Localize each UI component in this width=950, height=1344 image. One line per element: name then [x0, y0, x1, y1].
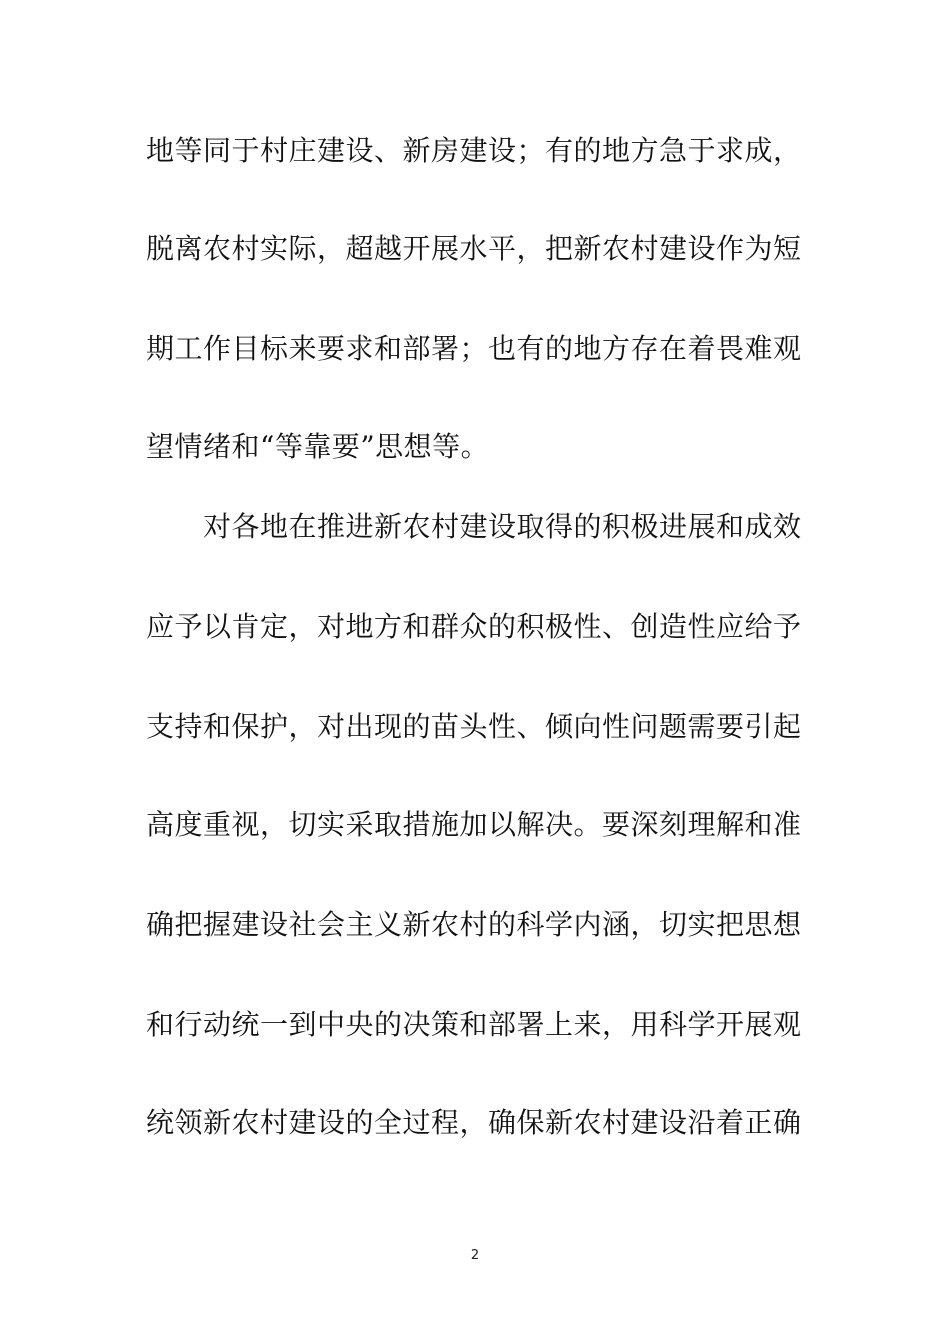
text-line-4: 望情绪和“等靠要”思想等。: [146, 430, 490, 463]
text-line-9: 确把握建设社会主义新农村的科学内涵，切实把思想: [146, 908, 802, 941]
text-line-6: 应予以肯定，对地方和群众的积极性、创造性应给予: [146, 610, 802, 643]
text-line-7: 支持和保护，对出现的苗头性、倾向性问题需要引起: [146, 710, 802, 743]
text-line-1: 地等同于村庄建设、新房建设；有的地方急于求成，: [146, 134, 802, 167]
paragraph-start-line: 对各地在推进新农村建设取得的积极进展和成效: [203, 510, 802, 543]
text-line-11: 统领新农村建设的全过程，确保新农村建设沿着正确: [146, 1106, 802, 1139]
page-number: 2: [470, 1248, 480, 1263]
text-line-8: 高度重视，切实采取措施加以解决。要深刻理解和准: [146, 808, 802, 841]
text-line-3: 期工作目标来要求和部署；也有的地方存在着畏难观: [146, 332, 802, 365]
text-line-2: 脱离农村实际，超越开展水平，把新农村建设作为短: [146, 232, 802, 265]
text-line-10: 和行动统一到中央的决策和部署上来，用科学开展观: [146, 1008, 802, 1041]
